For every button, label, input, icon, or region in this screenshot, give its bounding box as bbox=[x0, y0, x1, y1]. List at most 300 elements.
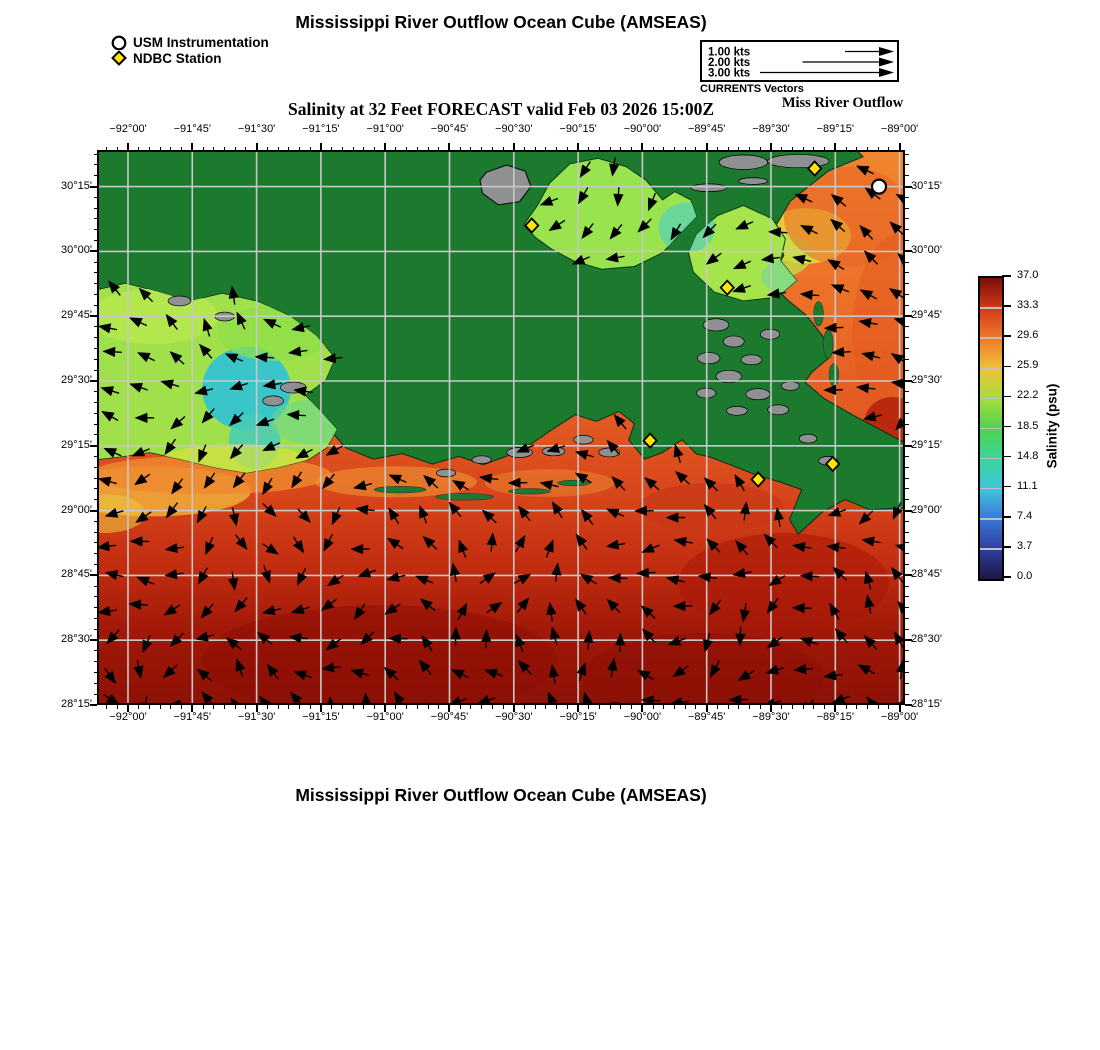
y-axis-tick bbox=[94, 359, 98, 360]
x-axis-tick bbox=[353, 705, 354, 709]
x-axis-tick bbox=[363, 705, 364, 709]
x-axis-tick bbox=[856, 147, 857, 151]
y-axis-tick bbox=[94, 262, 98, 263]
x-axis-tick bbox=[470, 147, 471, 151]
y-axis-tick bbox=[905, 467, 909, 468]
y-axis-tick bbox=[905, 305, 909, 306]
legend-ndbc-label: NDBC Station bbox=[133, 50, 222, 66]
y-axis-tick bbox=[905, 283, 909, 284]
colorbar bbox=[978, 276, 1004, 581]
x-tick-label-bottom: −90°15' bbox=[559, 711, 597, 723]
x-axis-tick bbox=[717, 705, 718, 709]
y-axis-tick bbox=[905, 683, 909, 684]
x-axis-tick bbox=[792, 705, 793, 709]
x-axis-tick bbox=[599, 705, 600, 709]
x-axis-tick bbox=[888, 147, 889, 151]
x-axis-tick bbox=[481, 705, 482, 709]
colorbar-tick-label: 22.2 bbox=[1017, 389, 1039, 402]
x-tick-label-bottom: −91°45' bbox=[173, 711, 211, 723]
y-axis-tick bbox=[94, 650, 98, 651]
colorbar-tick bbox=[1002, 486, 1011, 488]
colorbar-tick bbox=[1002, 516, 1011, 518]
colorbar-separator bbox=[980, 398, 1002, 400]
colorbar-tick-label: 7.4 bbox=[1017, 509, 1033, 522]
x-axis-tick bbox=[353, 147, 354, 151]
x-axis-tick bbox=[878, 705, 879, 709]
colorbar-tick-label: 37.0 bbox=[1017, 269, 1039, 281]
x-tick-label-top: −91°30' bbox=[237, 123, 276, 135]
y-axis-tick bbox=[94, 348, 98, 349]
y-axis-tick bbox=[905, 542, 909, 543]
vector-key-speed-label: 3.00 kts bbox=[708, 67, 751, 80]
y-axis-tick bbox=[905, 370, 909, 371]
vector-key-arrows bbox=[702, 42, 897, 80]
legend-row-usm bbox=[108, 34, 269, 50]
y-axis-tick bbox=[905, 661, 909, 662]
y-axis-tick bbox=[94, 532, 98, 533]
y-axis-tick bbox=[94, 542, 98, 543]
x-axis-tick bbox=[245, 147, 246, 151]
y-axis-tick bbox=[94, 154, 98, 155]
y-axis-tick bbox=[905, 553, 909, 554]
x-axis-tick bbox=[117, 705, 118, 709]
x-tick-label-top: −89°15' bbox=[816, 123, 854, 135]
x-axis-tick bbox=[299, 705, 300, 709]
x-axis-tick bbox=[653, 705, 654, 709]
x-axis-tick bbox=[406, 705, 407, 709]
colorbar-separator bbox=[980, 458, 1002, 460]
x-axis-tick bbox=[428, 705, 429, 709]
x-tick-label-bottom: −89°45' bbox=[687, 711, 726, 723]
x-axis-tick bbox=[460, 147, 461, 151]
legend-usm-label: USM Instrumentation bbox=[133, 34, 269, 50]
y-axis-tick bbox=[94, 424, 98, 425]
y-axis-tick bbox=[94, 218, 98, 219]
x-tick-label-bottom: −90°00' bbox=[623, 711, 662, 723]
y-axis-tick bbox=[905, 272, 909, 273]
colorbar-tick bbox=[1002, 305, 1011, 307]
x-tick-label-bottom: −90°45' bbox=[430, 711, 469, 723]
y-axis-tick bbox=[94, 672, 98, 673]
x-axis-tick bbox=[781, 705, 782, 709]
y-axis-tick bbox=[905, 424, 909, 425]
y-axis-tick bbox=[94, 456, 98, 457]
x-axis-tick bbox=[545, 705, 546, 709]
x-axis-tick bbox=[706, 143, 708, 150]
vector-key-speed-label: 1.00 kts bbox=[708, 46, 751, 59]
x-axis-tick bbox=[503, 147, 504, 151]
y-axis-tick bbox=[94, 467, 98, 468]
x-tick-label-bottom: −91°00' bbox=[366, 711, 404, 723]
forecast-subtitle: Salinity at 32 Feet FORECAST valid Feb 03 2026 15:00Z bbox=[287, 99, 714, 119]
x-axis-tick bbox=[749, 147, 750, 151]
vector-key-speed-label: 2.00 kts bbox=[708, 57, 751, 69]
y-axis-tick bbox=[94, 240, 98, 241]
y-axis-tick bbox=[905, 478, 909, 479]
y-tick-label-right: 29°15' bbox=[911, 438, 942, 451]
y-tick-label-left: 30°00' bbox=[61, 244, 92, 257]
y-axis-tick bbox=[905, 564, 909, 565]
x-axis-tick bbox=[846, 147, 847, 151]
y-tick-label-right: 28°45' bbox=[911, 568, 942, 581]
x-axis-tick bbox=[503, 705, 504, 709]
colorbar-tick bbox=[1002, 456, 1011, 458]
x-axis-tick bbox=[181, 705, 182, 709]
x-axis-tick bbox=[278, 147, 279, 151]
y-axis-tick bbox=[94, 629, 98, 630]
x-axis-tick bbox=[524, 147, 525, 151]
x-axis-tick bbox=[374, 147, 375, 151]
colorbar-separator bbox=[980, 368, 1002, 370]
colorbar-tick bbox=[1002, 546, 1011, 548]
y-axis-tick bbox=[905, 499, 909, 500]
x-axis-tick bbox=[170, 147, 171, 151]
colorbar-separator bbox=[980, 428, 1002, 430]
y-axis-tick bbox=[94, 402, 98, 403]
x-axis-tick bbox=[792, 147, 793, 151]
y-axis-tick bbox=[905, 240, 909, 241]
x-tick-label-top: −90°15' bbox=[559, 123, 597, 135]
x-axis-tick bbox=[674, 147, 675, 151]
x-axis-tick bbox=[545, 147, 546, 151]
y-tick-label-left: 29°45' bbox=[61, 309, 92, 322]
x-axis-tick bbox=[888, 705, 889, 709]
y-axis-tick bbox=[94, 683, 98, 684]
colorbar-tick-label: 29.6 bbox=[1017, 329, 1039, 342]
x-axis-tick bbox=[235, 147, 236, 151]
x-axis-tick bbox=[267, 147, 268, 151]
y-axis-tick bbox=[905, 359, 909, 360]
x-axis-tick bbox=[395, 705, 396, 709]
x-axis-tick bbox=[492, 147, 493, 151]
x-axis-tick bbox=[738, 147, 739, 151]
usm-circle-icon bbox=[108, 34, 130, 50]
x-axis-tick bbox=[663, 147, 664, 151]
x-axis-tick bbox=[213, 147, 214, 151]
y-axis-tick bbox=[905, 348, 909, 349]
colorbar-separator bbox=[980, 337, 1002, 339]
x-axis-tick bbox=[824, 705, 825, 709]
x-axis-tick bbox=[846, 705, 847, 709]
colorbar-tick bbox=[1002, 576, 1011, 578]
y-tick-label-left: 29°15' bbox=[61, 438, 92, 451]
x-tick-label-top: −90°45' bbox=[430, 123, 469, 135]
x-axis-tick bbox=[492, 705, 493, 709]
y-axis-tick bbox=[905, 521, 909, 522]
y-axis-tick bbox=[905, 672, 909, 673]
x-axis-tick bbox=[438, 705, 439, 709]
x-axis-tick bbox=[160, 705, 161, 709]
x-axis-tick bbox=[470, 705, 471, 709]
x-tick-label-bottom: −91°30' bbox=[237, 711, 276, 723]
y-tick-label-right: 28°15' bbox=[911, 698, 942, 710]
x-tick-label-top: −91°45' bbox=[173, 123, 211, 135]
legend-row-ndbc bbox=[108, 50, 269, 66]
region-label: Miss River Outflow bbox=[781, 95, 904, 111]
y-axis-tick bbox=[94, 229, 98, 230]
x-axis-tick bbox=[310, 147, 311, 151]
x-axis-tick bbox=[417, 705, 418, 709]
y-axis-tick bbox=[905, 294, 909, 295]
x-axis-tick bbox=[331, 705, 332, 709]
x-axis-tick bbox=[567, 705, 568, 709]
y-axis-tick bbox=[905, 337, 909, 338]
x-axis-tick bbox=[760, 147, 761, 151]
colorbar-tick-label: 3.7 bbox=[1017, 539, 1033, 552]
y-tick-label-right: 29°45' bbox=[911, 309, 942, 322]
x-axis-tick bbox=[631, 147, 632, 151]
x-axis-tick bbox=[567, 147, 568, 151]
x-axis-tick bbox=[813, 147, 814, 151]
x-axis-tick bbox=[663, 705, 664, 709]
x-axis-tick bbox=[728, 705, 729, 709]
y-axis-tick bbox=[905, 488, 909, 489]
x-axis-tick bbox=[138, 147, 139, 151]
y-axis-tick bbox=[905, 262, 909, 263]
y-axis-tick bbox=[94, 175, 98, 176]
ndbc-diamond-icon bbox=[108, 50, 130, 66]
y-tick-label-right: 30°00' bbox=[911, 244, 942, 257]
x-tick-label-top: −91°00' bbox=[366, 123, 404, 135]
x-axis-tick bbox=[685, 147, 686, 151]
colorbar-axis-label: Salinity (psu) bbox=[1044, 383, 1060, 469]
y-axis-tick bbox=[905, 218, 909, 219]
x-axis-tick bbox=[224, 705, 225, 709]
colorbar-separator bbox=[980, 307, 1002, 309]
x-axis-tick bbox=[320, 143, 322, 150]
x-axis-tick bbox=[203, 705, 204, 709]
x-tick-label-bottom: −89°15' bbox=[816, 711, 854, 723]
x-axis-tick bbox=[813, 705, 814, 709]
x-axis-tick bbox=[695, 147, 696, 151]
y-tick-label-right: 29°00' bbox=[911, 503, 942, 516]
x-axis-tick bbox=[588, 147, 589, 151]
x-tick-label-bottom: −92°00' bbox=[109, 711, 147, 723]
x-axis-tick bbox=[685, 705, 686, 709]
x-axis-tick bbox=[288, 147, 289, 151]
vector-key-caption: CURRENTS Vectors bbox=[700, 83, 804, 95]
y-axis-tick bbox=[905, 197, 909, 198]
y-axis-tick bbox=[905, 650, 909, 651]
x-axis-tick bbox=[395, 147, 396, 151]
x-axis-tick bbox=[170, 705, 171, 709]
x-tick-label-bottom: −89°00' bbox=[880, 711, 919, 723]
x-axis-tick bbox=[138, 705, 139, 709]
map-plot bbox=[97, 150, 905, 705]
y-axis-tick bbox=[94, 413, 98, 414]
x-axis-tick bbox=[310, 705, 311, 709]
x-axis-tick bbox=[620, 147, 621, 151]
x-axis-tick bbox=[127, 143, 129, 150]
marker-legend bbox=[108, 34, 269, 66]
y-axis-tick bbox=[94, 607, 98, 608]
x-tick-label-top: −89°00' bbox=[880, 123, 919, 135]
x-axis-tick bbox=[438, 147, 439, 151]
y-axis-tick bbox=[94, 499, 98, 500]
y-axis-tick bbox=[94, 337, 98, 338]
y-axis-tick bbox=[94, 164, 98, 165]
x-axis-tick bbox=[760, 705, 761, 709]
colorbar-tick bbox=[1002, 396, 1011, 398]
x-axis-tick bbox=[363, 147, 364, 151]
y-axis-tick bbox=[905, 586, 909, 587]
x-axis-tick bbox=[213, 705, 214, 709]
x-tick-label-bottom: −90°30' bbox=[495, 711, 533, 723]
colorbar-tick-label: 33.3 bbox=[1017, 299, 1039, 312]
y-axis-tick bbox=[94, 208, 98, 209]
colorbar-tick-label: 0.0 bbox=[1017, 570, 1033, 582]
y-axis-tick bbox=[94, 694, 98, 695]
y-axis-tick bbox=[905, 391, 909, 392]
x-axis-tick bbox=[149, 705, 150, 709]
figure-title-bottom: Mississippi River Outflow Ocean Cube (AMSEAS) bbox=[295, 785, 707, 805]
x-tick-label-top: −89°45' bbox=[687, 123, 726, 135]
y-tick-label-left: 28°15' bbox=[61, 698, 92, 710]
x-axis-tick bbox=[867, 705, 868, 709]
colorbar-tick-label: 18.5 bbox=[1017, 419, 1039, 432]
x-axis-tick bbox=[374, 705, 375, 709]
y-axis-tick bbox=[94, 434, 98, 435]
y-axis-tick bbox=[905, 208, 909, 209]
x-axis-tick bbox=[803, 147, 804, 151]
y-axis-tick bbox=[905, 402, 909, 403]
x-tick-label-bottom: −91°15' bbox=[302, 711, 340, 723]
x-axis-tick bbox=[513, 143, 515, 150]
y-axis-tick bbox=[94, 370, 98, 371]
y-axis-tick bbox=[905, 532, 909, 533]
x-axis-tick bbox=[653, 147, 654, 151]
y-tick-label-right: 30°15' bbox=[911, 179, 942, 192]
x-tick-label-top: −90°00' bbox=[623, 123, 662, 135]
x-tick-label-top: −90°30' bbox=[495, 123, 533, 135]
x-axis-tick bbox=[417, 147, 418, 151]
x-axis-tick bbox=[588, 705, 589, 709]
y-tick-label-right: 29°30' bbox=[911, 373, 942, 386]
y-axis-tick bbox=[905, 413, 909, 414]
x-axis-tick bbox=[342, 705, 343, 709]
y-axis-tick bbox=[94, 305, 98, 306]
y-axis-tick bbox=[94, 326, 98, 327]
y-axis-tick bbox=[905, 607, 909, 608]
y-axis-tick bbox=[905, 456, 909, 457]
x-axis-tick bbox=[610, 705, 611, 709]
colorbar-tick-label: 11.1 bbox=[1017, 479, 1038, 492]
x-axis-tick bbox=[256, 143, 258, 150]
x-axis-tick bbox=[203, 147, 204, 151]
x-axis-tick bbox=[599, 147, 600, 151]
y-tick-label-left: 29°00' bbox=[61, 503, 92, 516]
x-axis-tick bbox=[867, 147, 868, 151]
usm-instrumentation-marker bbox=[872, 180, 886, 194]
colorbar-tick bbox=[1002, 366, 1011, 368]
y-axis-tick bbox=[94, 564, 98, 565]
x-axis-tick bbox=[406, 147, 407, 151]
y-axis-tick bbox=[905, 618, 909, 619]
y-axis-tick bbox=[94, 521, 98, 522]
x-axis-tick bbox=[535, 705, 536, 709]
x-axis-tick bbox=[738, 705, 739, 709]
x-axis-tick bbox=[631, 705, 632, 709]
x-axis-tick bbox=[899, 143, 901, 150]
x-axis-tick bbox=[235, 705, 236, 709]
y-axis-tick bbox=[94, 272, 98, 273]
colorbar-tick bbox=[1002, 335, 1011, 337]
x-axis-tick bbox=[577, 143, 579, 150]
x-axis-tick bbox=[620, 705, 621, 709]
x-axis-tick bbox=[181, 147, 182, 151]
x-axis-tick bbox=[448, 143, 450, 150]
colorbar-tick bbox=[1002, 275, 1011, 277]
x-axis-tick bbox=[106, 147, 107, 151]
x-tick-label-bottom: −89°30' bbox=[752, 711, 790, 723]
x-axis-tick bbox=[834, 143, 836, 150]
x-axis-tick bbox=[728, 147, 729, 151]
x-axis-tick bbox=[117, 147, 118, 151]
x-axis-tick bbox=[695, 705, 696, 709]
x-axis-tick bbox=[149, 147, 150, 151]
x-axis-tick bbox=[331, 147, 332, 151]
y-axis-tick bbox=[94, 586, 98, 587]
y-axis-tick bbox=[905, 229, 909, 230]
y-axis-tick bbox=[905, 326, 909, 327]
x-axis-tick bbox=[770, 143, 772, 150]
y-axis-tick bbox=[905, 434, 909, 435]
x-axis-tick bbox=[717, 147, 718, 151]
x-axis-tick bbox=[278, 705, 279, 709]
colorbar-separator bbox=[980, 518, 1002, 520]
x-axis-tick bbox=[428, 147, 429, 151]
x-axis-tick bbox=[460, 705, 461, 709]
colorbar-separator bbox=[980, 488, 1002, 490]
x-axis-tick bbox=[641, 143, 643, 150]
x-axis-tick bbox=[288, 705, 289, 709]
y-axis-tick bbox=[94, 294, 98, 295]
x-axis-tick bbox=[342, 147, 343, 151]
y-axis-tick bbox=[94, 553, 98, 554]
x-axis-tick bbox=[556, 705, 557, 709]
x-axis-tick bbox=[524, 705, 525, 709]
y-axis-tick bbox=[94, 618, 98, 619]
colorbar-tick-label: 25.9 bbox=[1017, 359, 1039, 372]
x-axis-tick bbox=[674, 705, 675, 709]
y-axis-tick bbox=[94, 283, 98, 284]
salinity-map bbox=[97, 150, 905, 705]
y-axis-tick bbox=[905, 164, 909, 165]
x-axis-tick bbox=[267, 705, 268, 709]
x-axis-tick bbox=[749, 705, 750, 709]
y-axis-tick bbox=[905, 694, 909, 695]
x-axis-tick bbox=[245, 705, 246, 709]
x-tick-label-top: −91°15' bbox=[302, 123, 340, 135]
x-axis-tick bbox=[824, 147, 825, 151]
y-axis-tick bbox=[94, 478, 98, 479]
colorbar-separator bbox=[980, 548, 1002, 550]
y-axis-tick bbox=[94, 197, 98, 198]
y-tick-label-left: 28°45' bbox=[61, 568, 92, 581]
x-axis-tick bbox=[191, 143, 193, 150]
x-axis-tick bbox=[856, 705, 857, 709]
y-axis-tick bbox=[94, 391, 98, 392]
y-tick-label-left: 30°15' bbox=[61, 179, 92, 192]
y-axis-tick bbox=[905, 154, 909, 155]
y-tick-label-left: 28°30' bbox=[61, 633, 92, 646]
x-axis-tick bbox=[610, 147, 611, 151]
colorbar-tick-label: 14.8 bbox=[1017, 449, 1039, 462]
x-axis-tick bbox=[803, 705, 804, 709]
x-axis-tick bbox=[106, 705, 107, 709]
y-axis-tick bbox=[94, 661, 98, 662]
y-axis-tick bbox=[905, 629, 909, 630]
